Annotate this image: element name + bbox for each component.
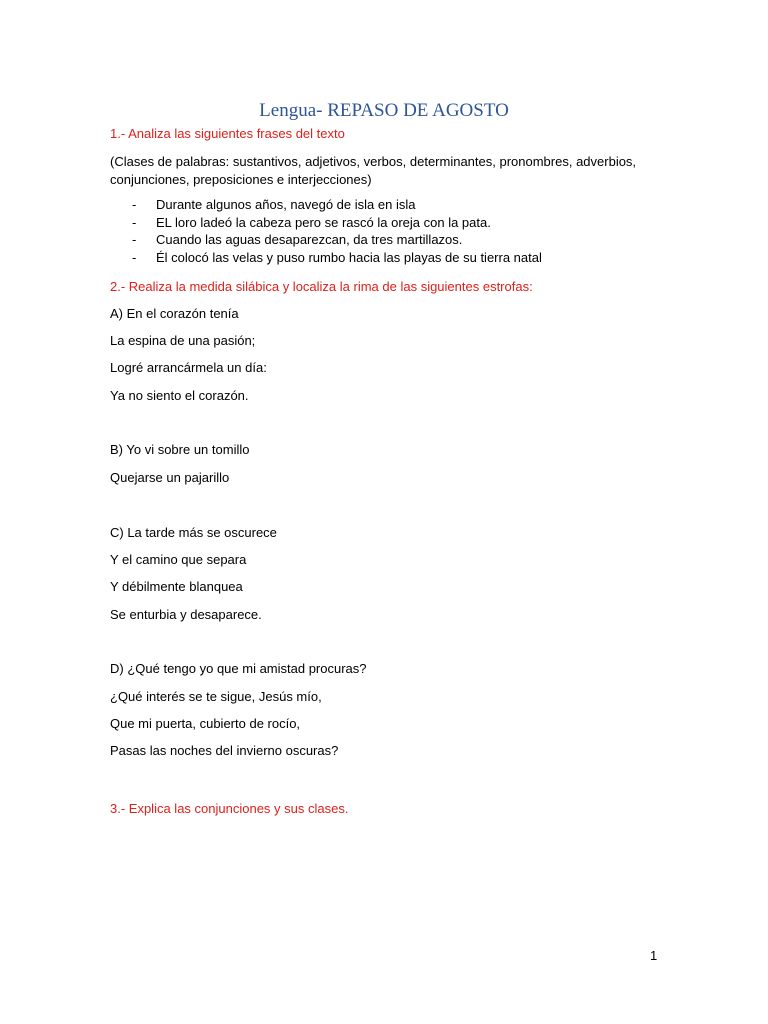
question-1-sentence-list xyxy=(132,196,542,266)
question-1-heading: 1.- Analiza las siguientes frases del texto xyxy=(110,126,345,141)
bullet-marker: - xyxy=(132,197,137,212)
list-item xyxy=(132,196,542,214)
sentence-text: Él colocó las velas y puso rumbo hacia las playas de su tierra natal xyxy=(156,249,542,265)
sentence-text: Cuando las aguas desaparezcan, da tres martillazos. xyxy=(156,232,463,247)
question-2-heading: 2.- Realiza la medida silábica y localiza la rima de las siguientes estrofas: xyxy=(110,279,533,294)
stanza-d-verse-2: ¿Qué interés se te sigue, Jesús mío, xyxy=(110,689,322,704)
page-number: 1 xyxy=(650,948,658,963)
stanza-a-verse-1: A) En el corazón tenía xyxy=(110,306,239,321)
stanza-b-verse-1: B) Yo vi sobre un tomillo xyxy=(110,442,250,457)
list-item xyxy=(132,231,542,249)
stanza-d-verse-4: Pasas las noches del invierno oscuras? xyxy=(110,743,339,758)
document-title: Lengua- REPASO DE AGOSTO xyxy=(259,100,509,121)
stanza-c-verse-4: Se enturbia y desaparece. xyxy=(110,607,262,622)
stanza-a-verse-3: Logré arrancármela un día: xyxy=(110,360,267,375)
bullet-marker: - xyxy=(132,214,137,230)
stanza-c-verse-3: Y débilmente blanquea xyxy=(110,579,243,594)
stanza-b-verse-2: Quejarse un pajarillo xyxy=(110,470,230,485)
stanza-c-verse-2: Y el camino que separa xyxy=(110,552,247,567)
question-1-note-line-2: conjunciones, preposiciones e interjecciones) xyxy=(110,172,372,187)
stanza-c-verse-1: C) La tarde más se oscurece xyxy=(110,525,277,540)
list-item xyxy=(132,214,542,232)
bullet-marker: - xyxy=(132,232,137,247)
sentence-text: EL loro ladeó la cabeza pero se rascó la oreja con la pata. xyxy=(156,214,491,230)
bullet-marker: - xyxy=(132,249,137,265)
stanza-d-verse-3: Que mi puerta, cubierto de rocío, xyxy=(110,716,301,731)
stanza-d-verse-1: D) ¿Qué tengo yo que mi amistad procuras? xyxy=(110,661,367,676)
question-1-note-line-1: (Clases de palabras: sustantivos, adjetivos, verbos, determinantes, pronombres, adverbios, xyxy=(110,154,637,169)
stanza-a-verse-4: Ya no siento el corazón. xyxy=(110,388,249,403)
question-3-heading: 3.- Explica las conjunciones y sus clases. xyxy=(110,801,349,816)
sentence-text: Durante algunos años, navegó de isla en isla xyxy=(156,197,416,212)
list-item xyxy=(132,249,542,267)
stanza-a-verse-2: La espina de una pasión; xyxy=(110,333,256,348)
